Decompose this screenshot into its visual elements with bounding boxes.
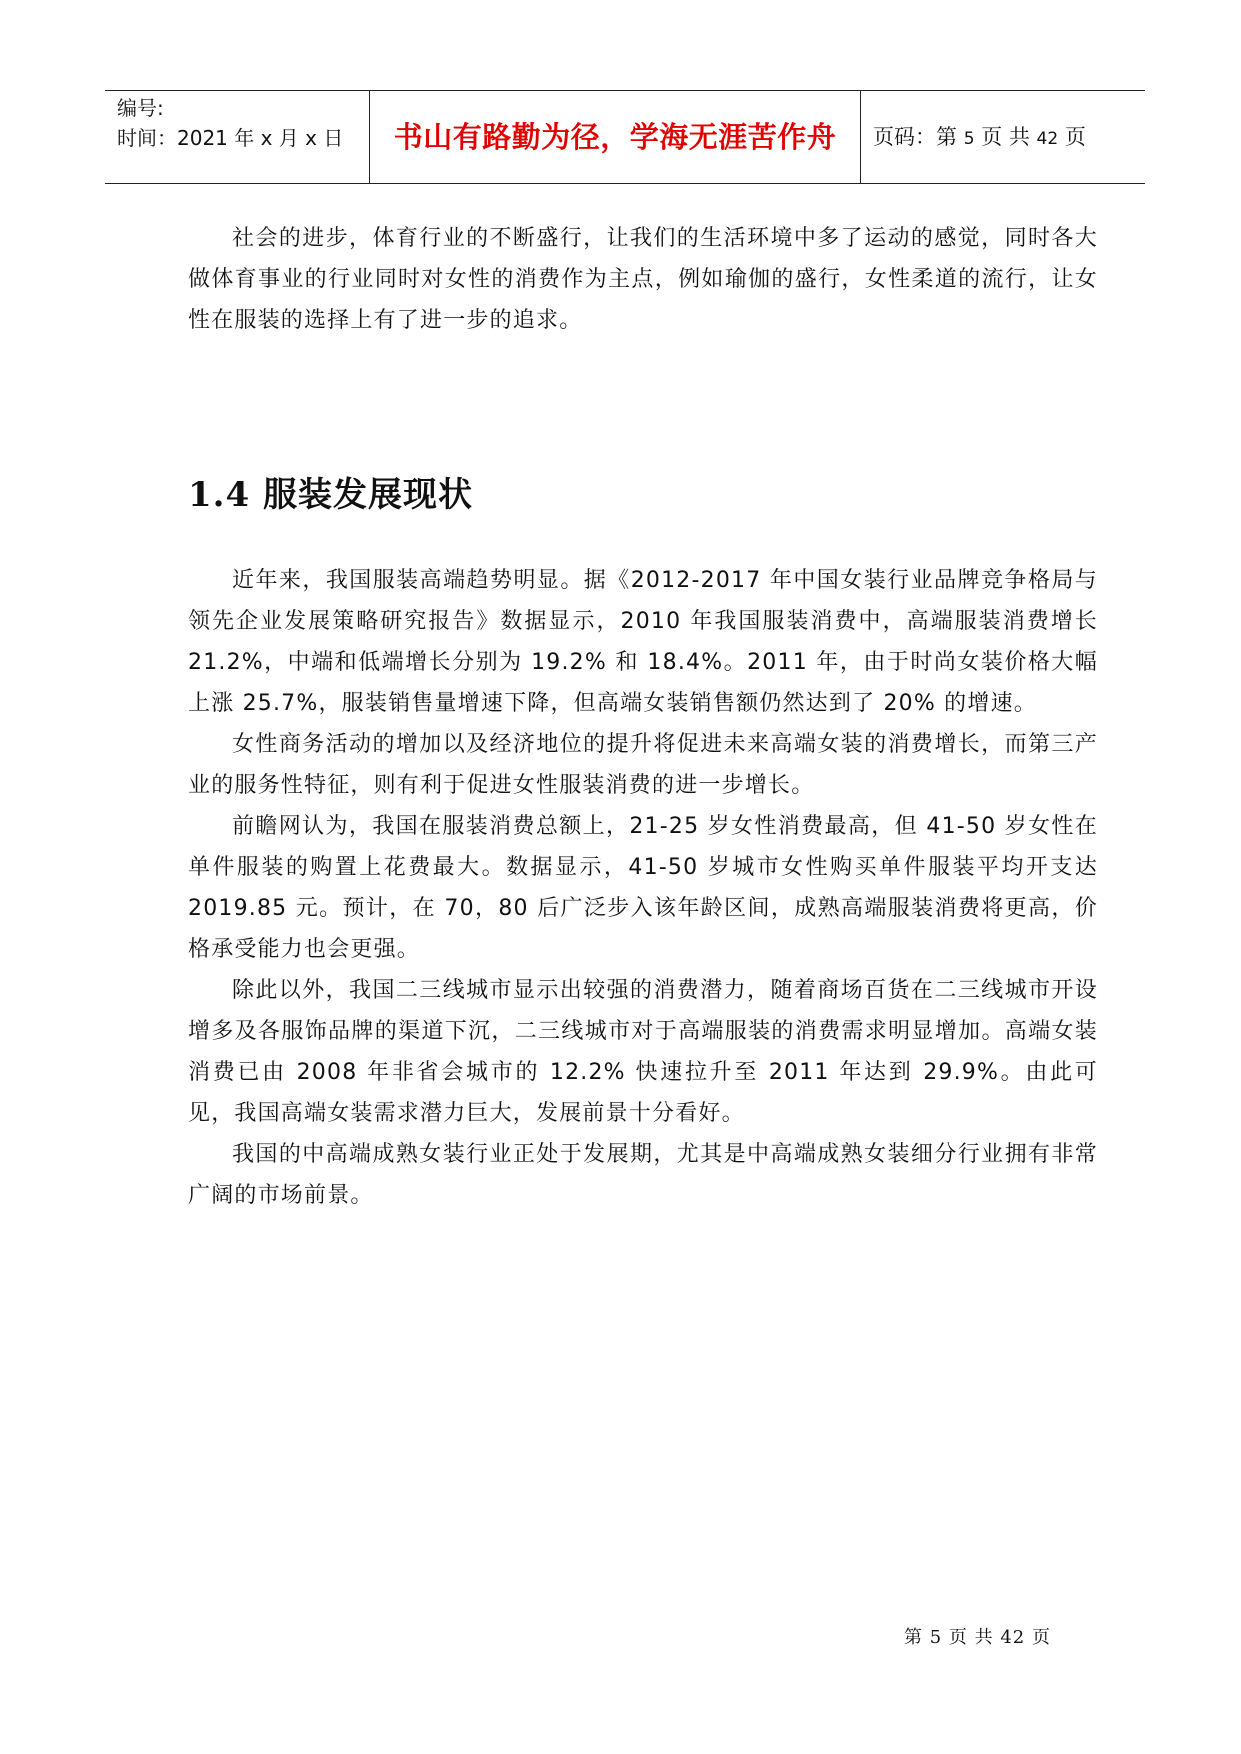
header-page-indicator <box>873 91 1086 183</box>
section-title: 1.4 服装发展现状 <box>188 475 473 515</box>
page-footer: 第 5 页 共 42 页 <box>904 1627 1051 1648</box>
body-paragraph: 前瞻网认为，我国在服装消费总额上，21-25 岁女性消费最高，但 41-50 岁女性在单件服装的购置上花费最大。数据显示，41-50 岁城市女性购买单件服装平均开支达 2019.85 元。预计，在 70，80 后广泛步入该年龄区间，成熟高端服装消费将更高，价格承受能力也会更强。 <box>188 814 1098 962</box>
section-heading-wrap <box>188 470 473 520</box>
document-number-label: 编号: <box>117 96 164 120</box>
page-prefix: 页码：第 <box>873 125 964 149</box>
header-divider-left <box>369 91 370 183</box>
body-paragraph: 我国的中高端成熟女装行业正处于发展期，尤其是中高端成熟女装细分行业拥有非常广阔的市场前景。 <box>188 1142 1098 1208</box>
intro-section <box>188 218 1098 341</box>
intro-paragraph: 社会的进步，体育行业的不断盛行，让我们的生活环境中多了运动的感觉，同时各大做体育事业的行业同时对女性的消费作为主点，例如瑜伽的盛行，女性柔道的流行，让女性在服装的选择上有了进一步的追求。 <box>188 226 1098 333</box>
page-mid: 页 共 <box>974 125 1037 149</box>
page-header <box>105 90 1145 184</box>
section-body <box>188 560 1098 1216</box>
body-paragraph: 除此以外，我国二三线城市显示出较强的消费潜力，随着商场百货在二三线城市开设增多及各服饰品牌的渠道下沉，二三线城市对于高端服装的消费需求明显增加。高端女装消费已由 2008 年非省会城市的 12.2% 快速拉升至 2011 年达到 29.9%。由此可见，我国高端女装需求潜力巨大，发展前景十分看好。 <box>188 978 1098 1126</box>
document-time-label: 时间：2021 年 x 月 x 日 <box>117 126 344 150</box>
header-meta <box>117 93 367 153</box>
header-motto: 书山有路勤为径，学海无涯苦作舟 <box>393 120 837 154</box>
total-page-number: 42 <box>1036 129 1059 149</box>
body-paragraph: 近年来，我国服装高端趋势明显。据《2012-2017 年中国女装行业品牌竞争格局与领先企业发展策略研究报告》数据显示，2010 年我国服装消费中，高端服装消费增长 21.2%，中端和低端增长分别为 19.2% 和 18.4%。2011 年，由于时尚女装价格大幅上涨 25.7%，服装销售量增速下降，但高端女装销售额仍然达到了 20% 的增速。 <box>188 568 1098 716</box>
header-divider-right <box>860 91 861 183</box>
page-suffix: 页 <box>1058 125 1086 149</box>
body-paragraph: 女性商务活动的增加以及经济地位的提升将促进未来高端女装的消费增长，而第三产业的服务性特征，则有利于促进女性服装消费的进一步增长。 <box>188 732 1098 798</box>
current-page-number: 5 <box>963 129 975 149</box>
